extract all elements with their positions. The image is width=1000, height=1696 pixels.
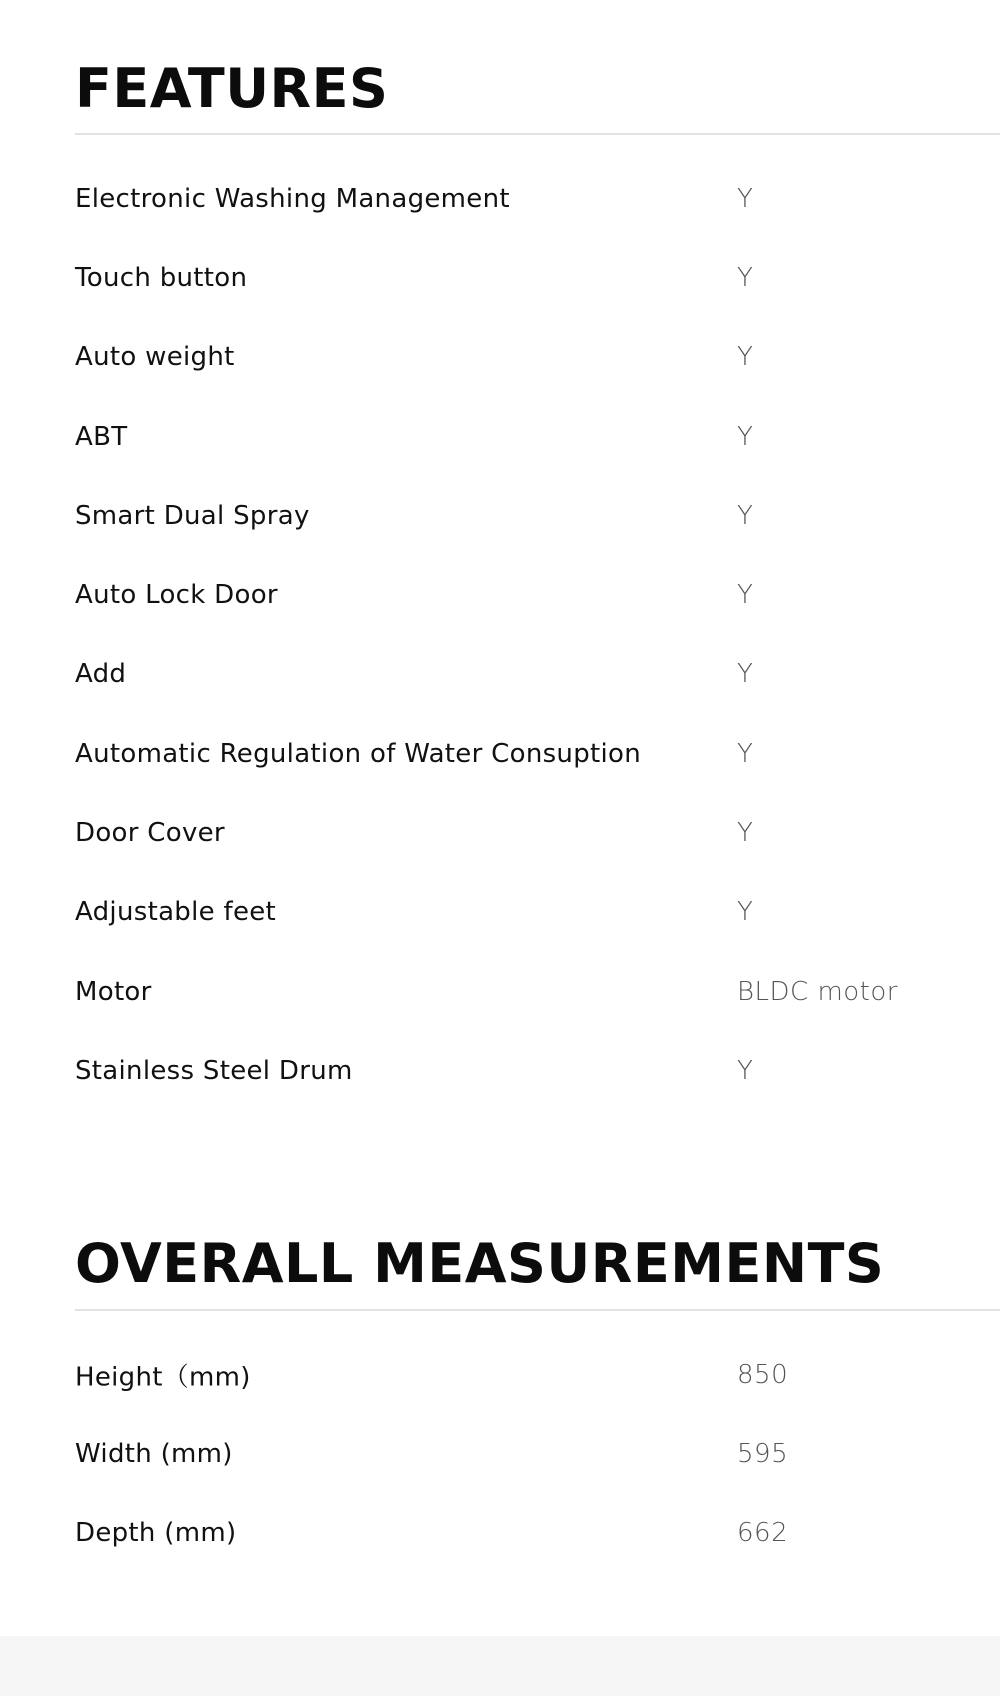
- feature-label: ABT: [75, 421, 128, 452]
- measurement-value: 850: [737, 1359, 789, 1390]
- feature-label: Electronic Washing Management: [75, 183, 510, 214]
- feature-row-stainless-steel-drum: [75, 1031, 1000, 1110]
- feature-label: Smart Dual Spray: [75, 500, 310, 531]
- feature-value: Y: [737, 1055, 754, 1086]
- measurement-value: 662: [737, 1518, 789, 1549]
- measurement-label: Height（mm): [75, 1362, 251, 1393]
- feature-label: Auto Lock Door: [75, 580, 278, 611]
- measurement-label: Depth (mm): [75, 1518, 237, 1549]
- measurement-row-depth: [75, 1494, 1000, 1573]
- measurements-list: [75, 1335, 1000, 1573]
- feature-label: Stainless Steel Drum: [75, 1055, 353, 1086]
- feature-row-abt: [75, 397, 1000, 476]
- features-list: [75, 159, 1000, 1111]
- feature-row-touch-button: [75, 238, 1000, 317]
- feature-value: Y: [737, 421, 754, 452]
- feature-value: Y: [737, 738, 754, 769]
- measurements-title: OVERALL MEASUREMENTS: [75, 1232, 885, 1295]
- features-divider: [75, 133, 1000, 135]
- feature-value: Y: [737, 897, 754, 928]
- feature-label: Door Cover: [75, 818, 225, 849]
- feature-label: Touch button: [75, 262, 248, 293]
- measurement-label: Width (mm): [75, 1438, 233, 1469]
- feature-row-door-cover: [75, 793, 1000, 872]
- footer-band: [0, 1636, 1000, 1696]
- feature-value: Y: [737, 183, 754, 214]
- measurements-divider: [75, 1309, 1000, 1311]
- feature-row-auto-weight: [75, 318, 1000, 397]
- feature-row-auto-lock-door: [75, 555, 1000, 634]
- feature-value: Y: [737, 262, 754, 293]
- measurement-value: 595: [737, 1438, 789, 1469]
- measurement-row-height: [75, 1335, 1000, 1414]
- feature-label: Add: [75, 659, 127, 690]
- feature-row-adjustable-feet: [75, 873, 1000, 952]
- feature-row-add: [75, 635, 1000, 714]
- feature-row-automatic-regulation-of-water: [75, 714, 1000, 793]
- feature-value: Y: [737, 659, 754, 690]
- feature-row-electronic-washing-management: [75, 159, 1000, 238]
- feature-value: Y: [737, 500, 754, 531]
- feature-value: BLDC motor: [737, 976, 898, 1007]
- feature-label: Auto weight: [75, 342, 235, 373]
- features-title: FEATURES: [75, 57, 389, 120]
- feature-value: Y: [737, 818, 754, 849]
- measurement-row-width: [75, 1414, 1000, 1493]
- feature-label: Automatic Regulation of Water Consuption: [75, 738, 642, 769]
- feature-value: Y: [737, 580, 754, 611]
- feature-label: Adjustable feet: [75, 897, 277, 928]
- feature-row-motor: [75, 952, 1000, 1031]
- feature-row-smart-dual-spray: [75, 476, 1000, 555]
- feature-value: Y: [737, 342, 754, 373]
- feature-label: Motor: [75, 976, 152, 1007]
